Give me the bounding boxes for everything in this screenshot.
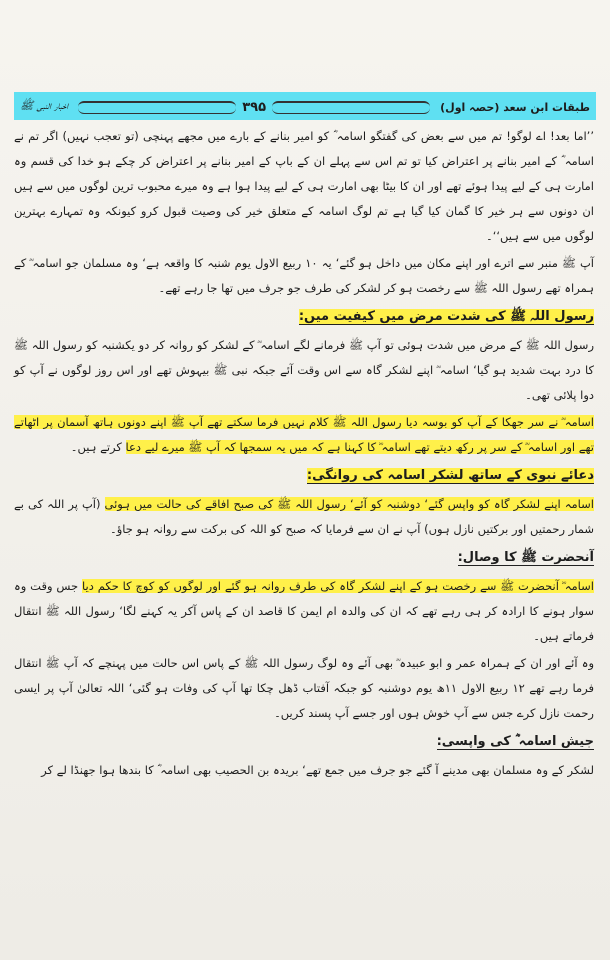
text-segment: آپ ﷺ منبر سے اترے اور اپنے مکان میں داخل ہو گئے‘ یہ ۱۰ ربیع الاول یوم شنبہ کا واقعہ ہے‘ وہ مسلمان جو اسامہ ؓ کے ہمراہ تھے رسول اللہ ﷺ سے رخصت ہو کر لشکر کی طرف جو جرف میں تھا جا رہے تھے۔ (14, 256, 594, 295)
paragraph (14, 251, 594, 301)
section-heading-text (299, 309, 594, 325)
text-segment: (آپ پر اللہ کی بے شمار رحمتیں اور برکتیں نازل ہوں) آپ نے ان سے فرمایا کہ صبح کو اللہ کی برکت سے روانہ ہو جاؤ۔ (14, 497, 594, 536)
paragraph (14, 758, 594, 783)
text-segment: لشکر کے وہ مسلمان بھی مدینے آ گئے جو جرف میں جمع تھے‘ بریدہ بن الحصیب بھی اسامہ ؓ کا بندھا ہوا جھنڈا لے کر (41, 763, 594, 777)
highlighted-text: اسامہ ؓ نے سر جھکا کے آپ کو بوسہ دیا رسول اللہ ﷺ کلام نہیں فرما سکتے تھے آپ ﷺ اپنے دونوں ہاتھ آسمان پر اٹھاتے تھے اور اسامہ ؓ کے سر پر رکھ دیتے تھے اسامہ ؓ کا کہنا ہے کہ میں یہ سمجھا کہ آپ ﷺ میرے لیے دعا (14, 415, 594, 454)
highlighted-text: دعائے نبوی کے ساتھ لشکر اسامہ کی روانگی: (306, 468, 594, 483)
section-heading (14, 462, 594, 490)
paragraph (14, 651, 594, 726)
chapter-title: اخبار النبی ﷺ (20, 99, 69, 112)
ornament-swirl-left (78, 101, 236, 114)
section-heading (14, 544, 594, 572)
text-segment: آنحضرت ﷺ کا وصال: (457, 550, 594, 565)
paragraph (14, 492, 594, 542)
ornament-swirl-right (272, 101, 430, 114)
text-segment: کرتے ہیں۔ (70, 440, 126, 454)
paragraph (14, 333, 594, 408)
section-heading-text (437, 734, 594, 750)
paragraph (14, 410, 594, 460)
section-heading (14, 728, 594, 756)
text-segment: رسول اللہ ﷺ کے مرض میں شدت ہوئی تو آپ ﷺ فرمانے لگے اسامہ ؓ کے لشکر کو روانہ کر دو یکشنبہ کو رسول اللہ ﷺ کا درد بہت شدید ہو گیا‘ اسامہ ؓ اپنے لشکر گاہ سے اس وقت آئے جبکہ نبی ﷺ بیہوش تھے اور اس روز لوگوں نے آپ کو دوا پلائی تھی۔ (14, 338, 594, 402)
highlighted-text: اسامہ ؓ آنحضرت ﷺ سے رخصت ہو کے اپنے لشکر گاہ کی طرف روانہ ہو گئے اور لوگوں کو کوچ کا حکم دیا (82, 579, 594, 593)
text-segment: جس وقت وہ سوار ہونے کا ارادہ کر ہی رہے تھے کہ ان کی والدہ ام ایمن کا قاصد ان کے پاس آکر یہ کہنے لگا‘ رسول اللہ ﷺ انتقال فرماتے ہیں۔ (14, 579, 594, 643)
paragraph (14, 124, 594, 249)
highlighted-text: رسول اللہ ﷺ کی شدت مرض میں کیفیت میں: (298, 309, 594, 324)
book-title: طبقات ابن سعد (حصہ اول) (440, 100, 590, 114)
text-segment: جیش اسامہ ؓ کی واپسی: (436, 734, 594, 749)
section-heading (14, 303, 594, 331)
section-heading-text (307, 468, 594, 484)
text-segment: وہ آئے اور ان کے ہمراہ عمر و ابو عبیدہ ؓ بھی آئے وہ لوگ رسول اللہ ﷺ کے پاس اس حالت میں پہنچے کہ آپ ﷺ انتقال فرما رہے تھے ۱۲ ربیع الاول ۱۱ھ یوم دوشنبہ کو جبکہ آفتاب ڈھل چکا تھا آپ کی وفات ہو گئی‘ اللہ تعالیٰ آپ پر ایسی رحمت نازل کرے جس سے آپ خوش ہوں اور جسے آپ پسند کریں۔ (14, 656, 594, 720)
page-number: ۳۹۵ (242, 99, 267, 115)
paragraph (14, 574, 594, 649)
header-ornament (78, 99, 430, 115)
section-heading-text (458, 550, 594, 566)
running-header (14, 96, 596, 118)
page-body (14, 124, 594, 785)
highlighted-text: اسامہ اپنے لشکر گاہ کو واپس گئے‘ دوشنبہ کو آئے‘ رسول اللہ ﷺ کی صبح افاقے کی حالت میں ہوئی (104, 497, 594, 511)
text-segment: ’’اما بعد! اے لوگو! تم میں سے بعض کی گفتگو اسامہ ؓ کو امیر بنانے کے بارے میں مجھے پہنچی (تو تعجب نہیں) اگر تم نے اسامہ ؓ کے امیر بنانے پر اعتراض کیا تو تم اس سے پہلے ان کے باپ کے امیر بنانے پر اعتراض کر چکے ہو خدا کی قسم وہ امارت ہی کے لیے پیدا ہوئے تھے اور ان کا بیٹا بھی امارت ہی کے لیے پیدا ہوا ہے وہ میرے محبوب ترین لوگوں میں سے ہیں ان دونوں سے ہر خیر کا گمان کیا گیا ہے تم لوگ اسامہ کے متعلق خیر کی وصیت قبول کرو کیونکہ وہ تمہارے بہترین لوگوں میں سے ہیں‘‘۔ (14, 129, 594, 243)
